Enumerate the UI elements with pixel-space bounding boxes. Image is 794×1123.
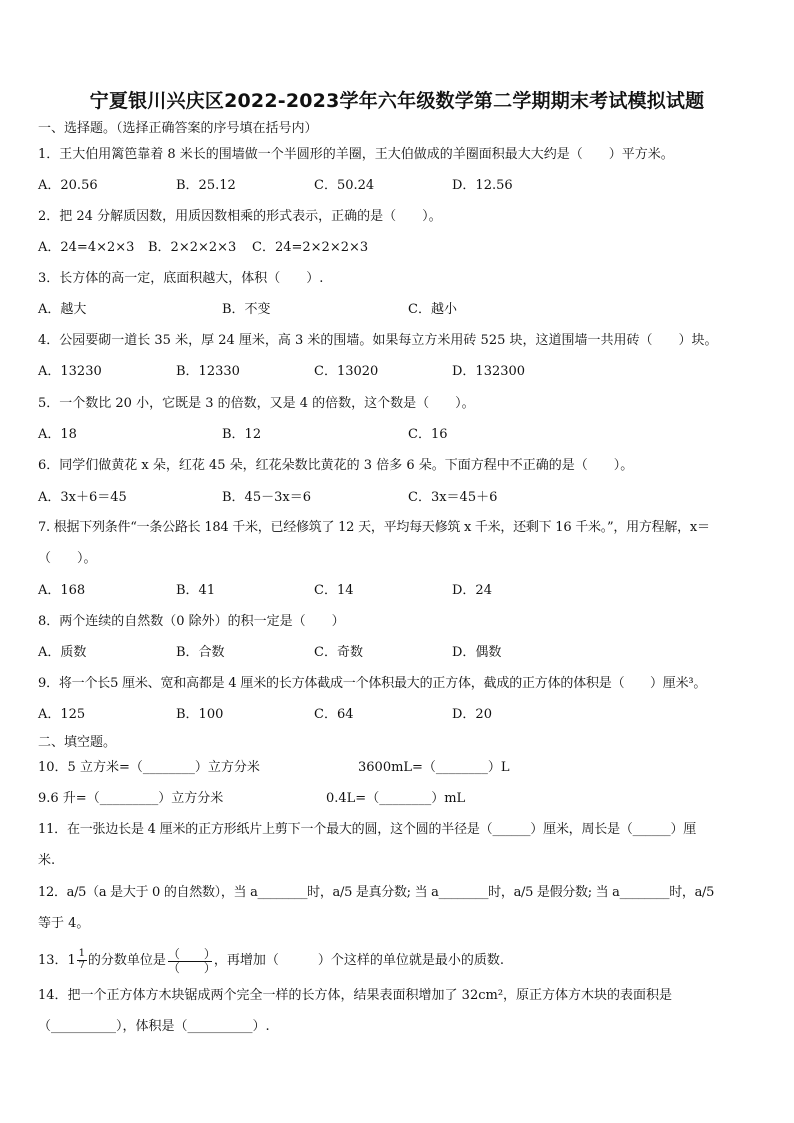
question-2-stem: 2．把 24 分解质因数，用质因数相乘的形式表示，正确的是（ ）。	[38, 209, 442, 224]
question-10-part1[interactable]: 10．5 立方米=（________）立方分米	[38, 760, 260, 775]
question-7-stem-cont: （ ）。	[38, 551, 97, 566]
question-9-options	[38, 707, 778, 723]
blank-numerator[interactable]: （ ）	[167, 946, 216, 961]
option-d[interactable]: D．偶数	[452, 645, 502, 660]
answer-fraction-blank[interactable]	[167, 946, 216, 975]
page-title: 宁夏银川兴庆区2022-2023学年六年级数学第二学期期末考试模拟试题	[89, 90, 705, 112]
question-6-options	[38, 490, 778, 506]
question-14-stem-cont[interactable]: （__________），体积是（__________）.	[38, 1019, 270, 1034]
option-d[interactable]: D．132300	[452, 364, 526, 379]
option-b[interactable]: B．41	[176, 583, 216, 598]
question-5-stem: 5．一个数比 20 小，它既是 3 的倍数，又是 4 的倍数，这个数是（ ）。	[38, 396, 475, 411]
option-c[interactable]: C．16	[408, 427, 448, 442]
question-11-stem-cont: 米.	[38, 853, 56, 868]
option-a[interactable]: A．越大	[38, 302, 87, 317]
fraction-denominator: 7	[78, 959, 86, 971]
option-c[interactable]: C．奇数	[314, 645, 363, 660]
question-10-part2[interactable]: 3600mL=（________）L	[358, 760, 510, 775]
option-d[interactable]: D．24	[452, 583, 492, 598]
question-8-stem: 8．两个连续的自然数（0 除外）的积一定是（ ）	[38, 614, 345, 629]
question-3-options	[38, 302, 778, 318]
section-heading-fill: 二、填空题。	[38, 735, 117, 750]
option-b[interactable]: B．45－3x＝6	[222, 490, 311, 505]
option-a[interactable]: A．20.56	[38, 178, 98, 193]
section-heading-choice: 一、选择题。（选择正确答案的序号填在括号内）	[38, 121, 318, 136]
option-c[interactable]: C．50.24	[314, 178, 375, 193]
option-c[interactable]: C．13020	[314, 364, 379, 379]
question-14-stem: 14．把一个正方体方木块锯成两个完全一样的长方体，结果表面积增加了 32cm²，原正方体方木块的表面积是	[38, 988, 673, 1003]
question-13-mid: 的分数单位是	[87, 953, 166, 968]
question-11-stem[interactable]: 11．在一张边长是 4 厘米的正方形纸片上剪下一个最大的圆，这个圆的半径是（______）厘米，周长是（______）厘	[38, 822, 697, 837]
blank-denominator[interactable]: （ ）	[167, 960, 216, 975]
question-9-stem: 9．将一个长5 厘米、宽和高都是 4 厘米的长方体截成一个体积最大的正方体，截成的正方体的体积是（ ）厘米³。	[38, 676, 707, 691]
question-7-options	[38, 583, 778, 599]
question-4-options	[38, 364, 778, 380]
option-a[interactable]: A．质数	[38, 645, 87, 660]
question-13-prefix: 13．1	[38, 953, 76, 968]
option-a[interactable]: A．13230	[38, 364, 102, 379]
question-7-stem: 7. 根据下列条件“一条公路长 184 千米，已经修筑了 12 天，平均每天修筑 x 千米，还剩下 16 千米。”，用方程解，x＝	[38, 520, 710, 535]
option-b[interactable]: B．不变	[222, 302, 271, 317]
question-3-stem: 3．长方体的高一定，底面积越大，体积（ ）.	[38, 271, 324, 286]
option-c[interactable]: C．64	[314, 707, 354, 722]
option-c[interactable]: C．14	[314, 583, 354, 598]
question-10-part3[interactable]: 9.6 升=（_________）立方分米	[38, 791, 224, 806]
option-d[interactable]: D．20	[452, 707, 492, 722]
option-b[interactable]: B．2×2×2×3	[148, 240, 237, 255]
question-4-stem: 4．公园要砌一道长 35 米，厚 24 厘米，高 3 米的围墙。如果每立方米用砖 525 块，这道围墙一共用砖（ ）块。	[38, 333, 718, 348]
question-10-part4[interactable]: 0.4L=（________）mL	[326, 791, 466, 806]
question-13-suffix[interactable]: ，再增加（ ）个这样的单位就是最小的质数.	[213, 953, 504, 968]
question-8-options	[38, 645, 778, 661]
option-b[interactable]: B．100	[176, 707, 224, 722]
option-b[interactable]: B．12330	[176, 364, 240, 379]
question-6-stem: 6．同学们做黄花 x 朵，红花 45 朵，红花朵数比黄花的 3 倍多 6 朵。下面方程中不正确的是（ ）。	[38, 458, 634, 473]
option-c[interactable]: C．24=2×2×2×3	[252, 240, 369, 255]
option-a[interactable]: A．125	[38, 707, 86, 722]
option-b[interactable]: B．25.12	[176, 178, 236, 193]
option-a[interactable]: A．3x＋6＝45	[38, 490, 127, 505]
question-2-options	[38, 240, 778, 256]
question-13-stem	[38, 946, 504, 976]
fraction-numerator: 1	[78, 947, 86, 959]
question-12-stem[interactable]: 12．a/5（a 是大于 0 的自然数），当 a________时，a/5 是真分数; 当 a________时，a/5 是假分数; 当 a________时，a/5	[38, 885, 715, 900]
mixed-number-fraction	[77, 947, 87, 972]
option-d[interactable]: D．12.56	[452, 178, 513, 193]
question-12-stem-cont: 等于 4。	[38, 916, 90, 931]
question-1-stem: 1．王大伯用篱笆靠着 8 米长的围墙做一个半圆形的羊圈，王大伯做成的羊圈面积最大大约是（ ）平方米。	[38, 147, 674, 162]
option-a[interactable]: A．18	[38, 427, 77, 442]
question-1-options	[38, 178, 778, 194]
option-a[interactable]: A．168	[38, 583, 86, 598]
question-5-options	[38, 427, 778, 443]
option-b[interactable]: B．12	[222, 427, 262, 442]
option-c[interactable]: C．越小	[408, 302, 457, 317]
option-a[interactable]: A．24=4×2×3	[38, 240, 135, 255]
option-c[interactable]: C．3x＝45＋6	[408, 490, 498, 505]
option-b[interactable]: B．合数	[176, 645, 225, 660]
